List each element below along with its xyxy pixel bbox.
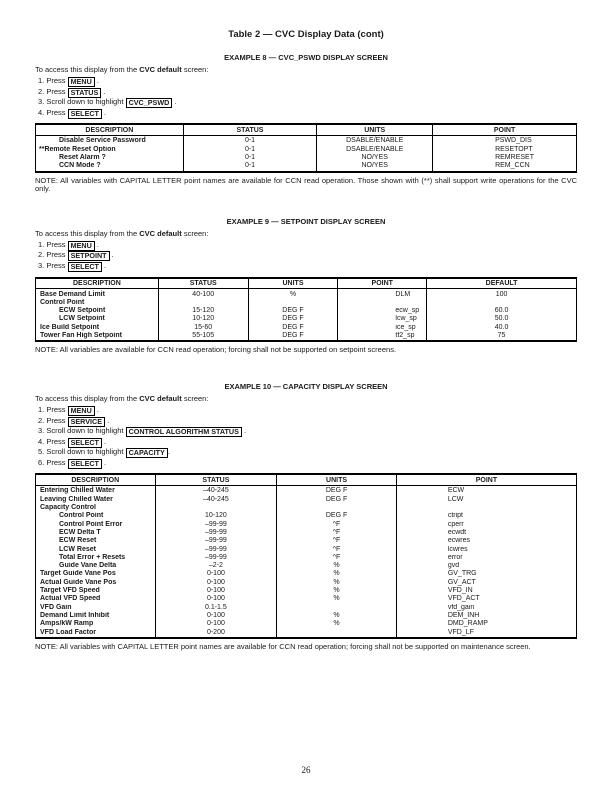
cell-value bbox=[248, 299, 338, 307]
cell-value: 60.0 bbox=[427, 307, 577, 315]
table-row bbox=[36, 504, 577, 512]
column-header: DEFAULT bbox=[427, 278, 577, 289]
cell-value: error bbox=[396, 554, 576, 562]
cell-value: 15-120 bbox=[158, 307, 248, 315]
cell-value bbox=[427, 299, 577, 307]
cell-description: Tower Fan High Setpoint bbox=[40, 332, 122, 340]
cell-value: % bbox=[277, 579, 397, 587]
step-item: 1. Press MENU . bbox=[38, 76, 99, 86]
cell-description: LCW Setpoint bbox=[59, 315, 105, 323]
cell-value: DSABLE/ENABLE bbox=[317, 146, 433, 154]
table-row bbox=[36, 629, 577, 638]
table-row bbox=[36, 485, 577, 495]
cell-value: VFD_ACT bbox=[396, 595, 576, 603]
cell-description: Entering Chilled Water bbox=[40, 487, 115, 495]
cell-value: DEM_INH bbox=[396, 612, 576, 620]
cell-value: lcw_sp bbox=[338, 315, 427, 323]
cell-value: NO/YES bbox=[317, 154, 433, 162]
table-row bbox=[36, 496, 577, 504]
cell-value: 55-105 bbox=[158, 332, 248, 341]
cell-value: % bbox=[277, 595, 397, 603]
access-text: To access this display from the bbox=[35, 228, 140, 238]
table-row bbox=[36, 512, 577, 520]
step-item: 2. Press SERVICE . bbox=[38, 415, 110, 426]
cell-value: 40.0 bbox=[427, 324, 577, 332]
example-8-section bbox=[35, 53, 577, 194]
access-instruction bbox=[35, 394, 577, 403]
column-header: POINT bbox=[433, 124, 577, 135]
cell-value: –99-99 bbox=[155, 529, 277, 537]
cell-value: 40-100 bbox=[158, 289, 248, 299]
cell-value bbox=[277, 629, 397, 638]
cell-value: ice_sp bbox=[338, 324, 427, 332]
example-10-section bbox=[35, 382, 577, 652]
cell-value: NO/YES bbox=[317, 162, 433, 171]
table-row bbox=[36, 562, 577, 570]
table-row bbox=[36, 289, 577, 299]
access-text: To access this display from the bbox=[35, 393, 140, 403]
key-label: SETPOINT bbox=[68, 251, 110, 261]
cell-value: 50.0 bbox=[427, 315, 577, 323]
cell-description: ECW Reset bbox=[59, 537, 97, 545]
table-row bbox=[36, 570, 577, 578]
column-header: UNITS bbox=[248, 278, 338, 289]
cell-description: Capacity Control bbox=[40, 504, 97, 512]
table-row bbox=[36, 135, 577, 145]
column-header: STATUS bbox=[183, 124, 317, 135]
cell-value: GV_TRG bbox=[396, 570, 576, 578]
cell-value: 0-100 bbox=[155, 587, 277, 595]
cell-value: 0-1 bbox=[183, 162, 317, 171]
cell-value: VFD_IN bbox=[396, 587, 576, 595]
step-item: 3. Scroll down to highlight CVC_PSWD . bbox=[38, 97, 177, 108]
cell-value: DEG F bbox=[248, 324, 338, 332]
step-item: 3. Scroll down to highlight CONTROL ALGORITHM STATUS . bbox=[38, 426, 247, 437]
step-list bbox=[35, 76, 577, 118]
column-header: POINT bbox=[338, 278, 427, 289]
capacity-data-table bbox=[35, 473, 577, 638]
key-label: SELECT bbox=[68, 459, 102, 469]
table-row bbox=[36, 307, 577, 315]
cell-value: DEG F bbox=[277, 485, 397, 495]
cell-value: 0-1 bbox=[183, 135, 317, 145]
cell-value: % bbox=[277, 587, 397, 595]
cell-value: 15-60 bbox=[158, 324, 248, 332]
access-instruction bbox=[35, 229, 577, 238]
cell-value: –99-99 bbox=[155, 554, 277, 562]
header-row bbox=[36, 278, 577, 289]
cell-value: DEG F bbox=[277, 496, 397, 504]
display-data-table bbox=[35, 123, 577, 172]
cell-value: 0-100 bbox=[155, 620, 277, 628]
column-header: UNITS bbox=[317, 124, 433, 135]
column-header: STATUS bbox=[155, 474, 277, 485]
cell-value bbox=[338, 299, 427, 307]
cell-value: 75 bbox=[427, 332, 577, 341]
cell-value: DEG F bbox=[248, 332, 338, 341]
cell-value: ^F bbox=[277, 546, 397, 554]
cell-value: 0-100 bbox=[155, 612, 277, 620]
table-row bbox=[36, 521, 577, 529]
header-row bbox=[36, 124, 577, 135]
table-row bbox=[36, 587, 577, 595]
key-label: CVC_PSWD bbox=[126, 98, 173, 108]
step-item: 2. Press STATUS . bbox=[38, 86, 106, 97]
table-row bbox=[36, 546, 577, 554]
cell-value: ^F bbox=[277, 521, 397, 529]
cell-description: ECW Setpoint bbox=[59, 307, 106, 315]
table-note: NOTE: All variables with CAPITAL LETTER point names are available for CCN read operation. Those shown with (**) shall support write operations for the CVC only. bbox=[35, 175, 577, 194]
column-header: STATUS bbox=[158, 278, 248, 289]
cell-description: VFD Gain bbox=[40, 603, 72, 611]
cell-value: % bbox=[277, 562, 397, 570]
table-row bbox=[36, 154, 577, 162]
cell-value bbox=[158, 299, 248, 307]
cell-value: ctript bbox=[396, 512, 576, 520]
cell-description: Actual Guide Vane Pos bbox=[40, 578, 117, 586]
cell-value: ECW bbox=[396, 485, 576, 495]
cell-value: ecw_sp bbox=[338, 307, 427, 315]
step-item: 2. Press SETPOINT . bbox=[38, 250, 114, 261]
cell-description: Guide Vane Delta bbox=[59, 562, 117, 570]
cell-value: 0.1-1.5 bbox=[155, 604, 277, 612]
cell-description: Reset Alarm ? bbox=[59, 153, 106, 161]
step-item: 5. Scroll down to highlight CAPACITY . bbox=[38, 447, 170, 458]
cell-value: –99-99 bbox=[155, 521, 277, 529]
cell-value: 0-100 bbox=[155, 579, 277, 587]
cell-value: LCW bbox=[396, 496, 576, 504]
key-label: MENU bbox=[68, 77, 95, 87]
example-9-section bbox=[35, 217, 577, 355]
column-header: UNITS bbox=[277, 474, 397, 485]
cell-value: DSABLE/ENABLE bbox=[317, 135, 433, 145]
cell-value: tf2_sp bbox=[338, 332, 427, 341]
cell-value: –40-245 bbox=[155, 496, 277, 504]
step-list bbox=[35, 240, 577, 272]
table-row bbox=[36, 554, 577, 562]
cell-value: vfd_gain bbox=[396, 604, 576, 612]
cell-value: 10-120 bbox=[158, 315, 248, 323]
access-bold-text: CVC default bbox=[139, 393, 182, 403]
key-label: CONTROL ALGORITHM STATUS bbox=[126, 427, 242, 437]
table-note: NOTE: All variables are available for CCN read operation; forcing shall not be supported on setpoint screens. bbox=[35, 345, 397, 355]
table-row bbox=[36, 579, 577, 587]
access-bold-text: CVC default bbox=[139, 65, 182, 74]
table-row bbox=[36, 537, 577, 545]
access-bold-text: CVC default bbox=[139, 228, 182, 238]
table-row bbox=[36, 612, 577, 620]
key-label: STATUS bbox=[68, 88, 102, 98]
cell-value: REMRESET bbox=[433, 154, 577, 162]
cell-value: –99-99 bbox=[155, 546, 277, 554]
cell-value bbox=[277, 604, 397, 612]
table-row bbox=[36, 324, 577, 332]
column-header: DESCRIPTION bbox=[36, 124, 184, 135]
table-row bbox=[36, 529, 577, 537]
cell-description: Control Point bbox=[40, 298, 85, 306]
cell-value: 0-100 bbox=[155, 595, 277, 603]
key-label: SELECT bbox=[68, 262, 102, 272]
step-list bbox=[35, 405, 577, 469]
cell-value: DMD_RAMP bbox=[396, 620, 576, 628]
cell-value: % bbox=[277, 570, 397, 578]
cell-value: 0-100 bbox=[155, 570, 277, 578]
column-header: DESCRIPTION bbox=[36, 474, 156, 485]
cell-value bbox=[155, 504, 277, 512]
access-text-suffix: screen: bbox=[181, 393, 209, 403]
page-number: 26 bbox=[301, 765, 311, 775]
table-row bbox=[36, 299, 577, 307]
cell-description: Target Guide Vane Pos bbox=[40, 570, 116, 578]
cell-value: DEG F bbox=[248, 307, 338, 315]
cell-value: % bbox=[277, 612, 397, 620]
cell-description: **Remote Reset Option bbox=[39, 145, 116, 153]
cell-value: % bbox=[248, 289, 338, 299]
cell-value: lcwres bbox=[396, 546, 576, 554]
cell-value: –2-2 bbox=[155, 562, 277, 570]
step-item: 3. Press SELECT . bbox=[38, 260, 107, 271]
access-text-suffix: screen: bbox=[181, 65, 209, 74]
cell-value: REM_CCN bbox=[433, 162, 577, 171]
key-label: MENU bbox=[68, 241, 95, 251]
cell-value: ecwres bbox=[396, 537, 576, 545]
access-text: To access this display from the bbox=[35, 65, 140, 74]
cell-value: ^F bbox=[277, 537, 397, 545]
cell-value: % bbox=[277, 620, 397, 628]
cell-description: Disable Service Password bbox=[59, 137, 146, 145]
cell-value: 0-1 bbox=[183, 146, 317, 154]
cell-description: ECW Delta T bbox=[59, 528, 101, 536]
cell-value: VFD_LF bbox=[396, 629, 576, 638]
access-text-suffix: screen: bbox=[181, 228, 209, 238]
cell-description: Total Error + Resets bbox=[59, 553, 126, 561]
cell-value: gvd bbox=[396, 562, 576, 570]
cell-description: Ice Build Setpoint bbox=[40, 323, 100, 331]
cell-value: 0-1 bbox=[183, 154, 317, 162]
cell-value: PSWD_DIS bbox=[433, 135, 577, 145]
cell-value: –99-99 bbox=[155, 537, 277, 545]
cell-description: Control Point bbox=[59, 512, 104, 520]
cell-value: cperr bbox=[396, 521, 576, 529]
cell-description: Target VFD Speed bbox=[40, 587, 100, 595]
key-label: MENU bbox=[68, 406, 95, 416]
cell-value: ecwdt bbox=[396, 529, 576, 537]
cell-value bbox=[396, 504, 576, 512]
cell-value: ^F bbox=[277, 529, 397, 537]
table-title: Table 2 — CVC Display Data (cont) bbox=[228, 29, 384, 40]
cell-description: Control Point Error bbox=[59, 520, 123, 528]
step-item: 1. Press MENU . bbox=[38, 404, 99, 415]
key-label: SERVICE bbox=[68, 417, 105, 427]
step-item: 1. Press MENU . bbox=[38, 239, 99, 250]
cell-description: Base Demand Limit bbox=[40, 290, 105, 298]
step-item: 6. Press SELECT . bbox=[38, 457, 107, 468]
table-note: NOTE: All variables with CAPITAL LETTER point names are available for CCN read operation; forcing shall not be supported on maintenance screen. bbox=[35, 641, 531, 651]
table-row bbox=[36, 595, 577, 603]
cell-description: Leaving Chilled Water bbox=[40, 495, 113, 503]
access-instruction bbox=[35, 65, 577, 74]
column-header: DESCRIPTION bbox=[36, 278, 159, 289]
cell-value: DEG F bbox=[248, 315, 338, 323]
cell-description: VFD Load Factor bbox=[40, 628, 97, 636]
cell-description: Amps/kW Ramp bbox=[40, 620, 94, 628]
cell-description: CCN Mode ? bbox=[59, 162, 101, 170]
setpoint-data-table bbox=[35, 277, 577, 343]
cell-value: GV_ACT bbox=[396, 579, 576, 587]
key-label: CAPACITY bbox=[126, 448, 168, 458]
step-item: 4. Press SELECT . bbox=[38, 436, 107, 447]
cell-value: –40-245 bbox=[155, 485, 277, 495]
example-heading: EXAMPLE 9 — SETPOINT DISPLAY SCREEN bbox=[226, 216, 386, 226]
cell-value bbox=[277, 504, 397, 512]
cell-value: 10-120 bbox=[155, 512, 277, 520]
example-heading: EXAMPLE 10 — CAPACITY DISPLAY SCREEN bbox=[224, 381, 388, 391]
key-label: SELECT bbox=[68, 109, 102, 119]
cell-description: LCW Reset bbox=[59, 545, 96, 553]
cell-value: ^F bbox=[277, 554, 397, 562]
column-header: POINT bbox=[396, 474, 576, 485]
table-row bbox=[36, 146, 577, 154]
step-item: 4. Press SELECT . bbox=[38, 107, 107, 118]
cell-value: RESETOPT bbox=[433, 146, 577, 154]
header-row bbox=[36, 474, 577, 485]
key-label: SELECT bbox=[68, 438, 102, 448]
cell-description: Actual VFD Speed bbox=[40, 595, 101, 603]
cell-description: Demand Limit Inhibit bbox=[40, 611, 110, 619]
table-row bbox=[36, 604, 577, 612]
cell-value: DLM bbox=[338, 289, 427, 299]
cell-value: 0-200 bbox=[155, 629, 277, 638]
table-row bbox=[36, 332, 577, 341]
table-row bbox=[36, 315, 577, 323]
table-row bbox=[36, 162, 577, 171]
cell-value: 100 bbox=[427, 289, 577, 299]
example-heading: EXAMPLE 8 — CVC_PSWD DISPLAY SCREEN bbox=[224, 53, 388, 62]
cell-value: DEG F bbox=[277, 512, 397, 520]
table-row bbox=[36, 620, 577, 628]
